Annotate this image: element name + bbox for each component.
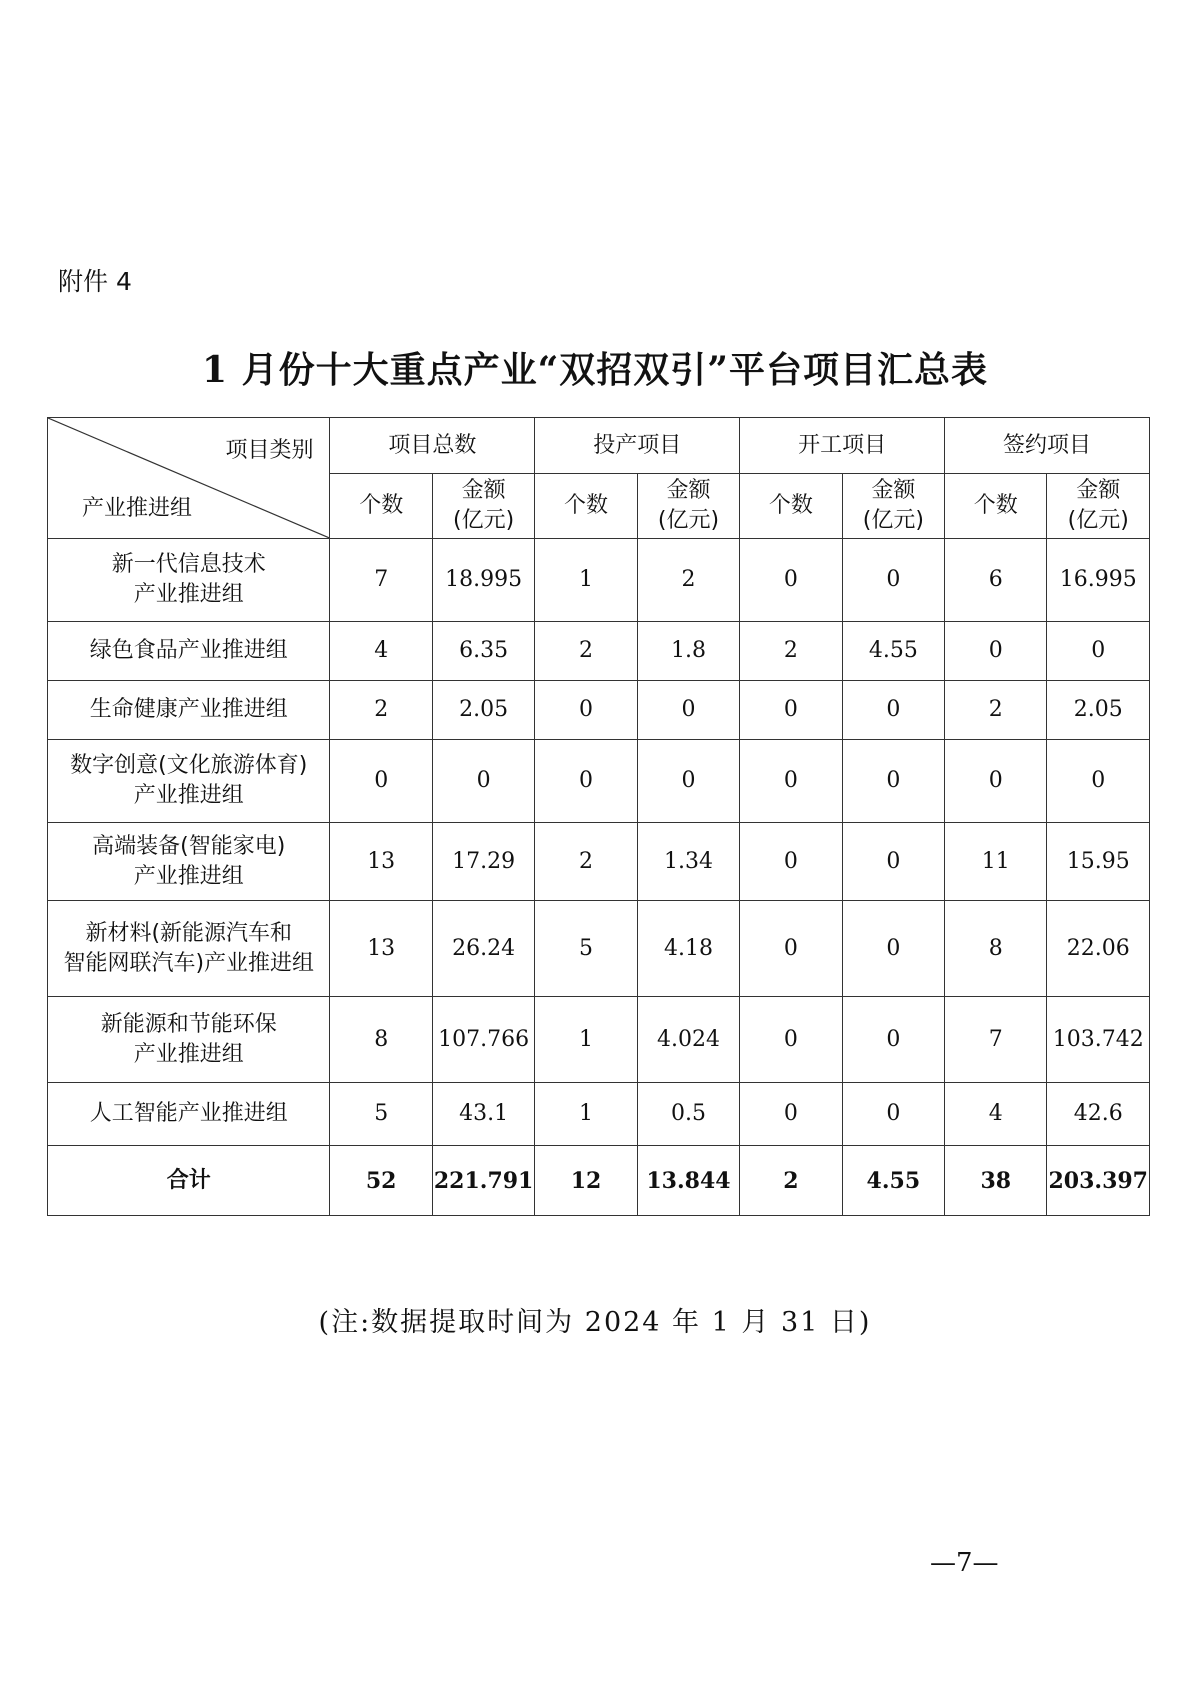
table-cell: 17.29	[432, 823, 534, 901]
table-cell: 0	[740, 1083, 842, 1146]
table-cell: 2	[945, 681, 1047, 740]
table-cell: 22.06	[1047, 901, 1150, 997]
table-cell: 2	[535, 622, 637, 681]
table-cell: 0	[842, 539, 944, 622]
table-row	[48, 622, 1150, 681]
group-header-production: 投产项目	[535, 418, 740, 474]
table-cell: 0	[740, 823, 842, 901]
total-cell: 203.397	[1047, 1146, 1150, 1216]
total-cell: 4.55	[842, 1146, 944, 1216]
table-cell: 16.995	[1047, 539, 1150, 622]
table-cell: 1.8	[637, 622, 739, 681]
table-row	[48, 681, 1150, 740]
table-cell: 4.18	[637, 901, 739, 997]
table-cell: 43.1	[432, 1083, 534, 1146]
table-cell: 42.6	[1047, 1083, 1150, 1146]
table-cell: 8	[330, 997, 432, 1083]
table-cell: 0	[740, 901, 842, 997]
header-row-groups	[48, 418, 1150, 474]
row-group-name: 高端装备(智能家电) 产业推进组	[48, 823, 330, 901]
corner-label-group: 产业推进组	[82, 496, 193, 521]
table-cell: 2.05	[1047, 681, 1150, 740]
table-cell: 2	[330, 681, 432, 740]
table-cell: 6.35	[432, 622, 534, 681]
table-cell: 8	[945, 901, 1047, 997]
total-cell: 52	[330, 1146, 432, 1216]
table-cell: 0	[637, 681, 739, 740]
table-cell: 0	[842, 740, 944, 823]
table-cell: 4.55	[842, 622, 944, 681]
table-cell: 0	[842, 823, 944, 901]
count-header: 个数	[330, 474, 432, 539]
table-cell: 1	[535, 539, 637, 622]
total-cell: 2	[740, 1146, 842, 1216]
total-label: 合计	[48, 1146, 330, 1216]
table-row	[48, 901, 1150, 997]
group-header-signed: 签约项目	[945, 418, 1150, 474]
table-cell: 2	[637, 539, 739, 622]
total-cell: 38	[945, 1146, 1047, 1216]
summary-table	[47, 417, 1150, 1216]
attachment-label: 附件 4	[58, 267, 132, 296]
table-row	[48, 740, 1150, 823]
table-cell: 0	[535, 681, 637, 740]
table-cell: 11	[945, 823, 1047, 901]
row-group-name: 新一代信息技术 产业推进组	[48, 539, 330, 622]
table-cell: 0	[740, 997, 842, 1083]
table-cell: 0	[842, 901, 944, 997]
total-row	[48, 1146, 1150, 1216]
table-cell: 5	[535, 901, 637, 997]
footnote: (注:数据提取时间为 2024 年 1 月 31 日)	[318, 1307, 872, 1338]
table-cell: 0	[945, 740, 1047, 823]
page-number: —7—	[930, 1548, 999, 1578]
table-cell: 0	[535, 740, 637, 823]
table-cell: 0	[1047, 740, 1150, 823]
table-cell: 0	[740, 539, 842, 622]
table-cell: 4.024	[637, 997, 739, 1083]
table-cell: 15.95	[1047, 823, 1150, 901]
table-row	[48, 539, 1150, 622]
corner-label-category: 项目类别	[225, 438, 314, 463]
table-cell: 0	[842, 681, 944, 740]
table-cell: 0.5	[637, 1083, 739, 1146]
table-cell: 13	[330, 901, 432, 997]
table-cell: 0	[740, 681, 842, 740]
table-cell: 5	[330, 1083, 432, 1146]
table-cell: 1.34	[637, 823, 739, 901]
document-title: 1 月份十大重点产业“双招双引”平台项目汇总表	[202, 349, 988, 391]
table-cell: 26.24	[432, 901, 534, 997]
table-cell: 0	[637, 740, 739, 823]
table-cell: 6	[945, 539, 1047, 622]
table-cell: 2.05	[432, 681, 534, 740]
table-cell: 13	[330, 823, 432, 901]
table-cell: 103.742	[1047, 997, 1150, 1083]
table-row	[48, 823, 1150, 901]
table-cell: 4	[330, 622, 432, 681]
table-cell: 18.995	[432, 539, 534, 622]
table-cell: 7	[945, 997, 1047, 1083]
count-header: 个数	[740, 474, 842, 539]
row-group-name: 绿色食品产业推进组	[48, 622, 330, 681]
count-header: 个数	[535, 474, 637, 539]
table-cell: 2	[535, 823, 637, 901]
amount-header: 金额 (亿元)	[637, 474, 739, 539]
row-group-name: 人工智能产业推进组	[48, 1083, 330, 1146]
row-group-name: 新能源和节能环保 产业推进组	[48, 997, 330, 1083]
corner-header-cell	[48, 418, 330, 539]
group-header-construction: 开工项目	[740, 418, 945, 474]
amount-header: 金额 (亿元)	[1047, 474, 1150, 539]
table-cell: 0	[842, 997, 944, 1083]
table-row	[48, 997, 1150, 1083]
table-cell: 0	[945, 622, 1047, 681]
table-cell: 1	[535, 1083, 637, 1146]
table-cell: 0	[1047, 622, 1150, 681]
total-cell: 221.791	[432, 1146, 534, 1216]
table-cell: 7	[330, 539, 432, 622]
table-cell: 1	[535, 997, 637, 1083]
table-cell: 0	[432, 740, 534, 823]
table-cell: 0	[740, 740, 842, 823]
table-cell: 2	[740, 622, 842, 681]
table-cell: 0	[842, 1083, 944, 1146]
count-header: 个数	[945, 474, 1047, 539]
total-cell: 13.844	[637, 1146, 739, 1216]
table-cell: 4	[945, 1083, 1047, 1146]
group-header-total: 项目总数	[330, 418, 535, 474]
table-cell: 0	[330, 740, 432, 823]
amount-header: 金额 (亿元)	[842, 474, 944, 539]
table-cell: 107.766	[432, 997, 534, 1083]
row-group-name: 生命健康产业推进组	[48, 681, 330, 740]
row-group-name: 新材料(新能源汽车和 智能网联汽车)产业推进组	[48, 901, 330, 997]
row-group-name: 数字创意(文化旅游体育) 产业推进组	[48, 740, 330, 823]
amount-header: 金额 (亿元)	[432, 474, 534, 539]
table-row	[48, 1083, 1150, 1146]
total-cell: 12	[535, 1146, 637, 1216]
